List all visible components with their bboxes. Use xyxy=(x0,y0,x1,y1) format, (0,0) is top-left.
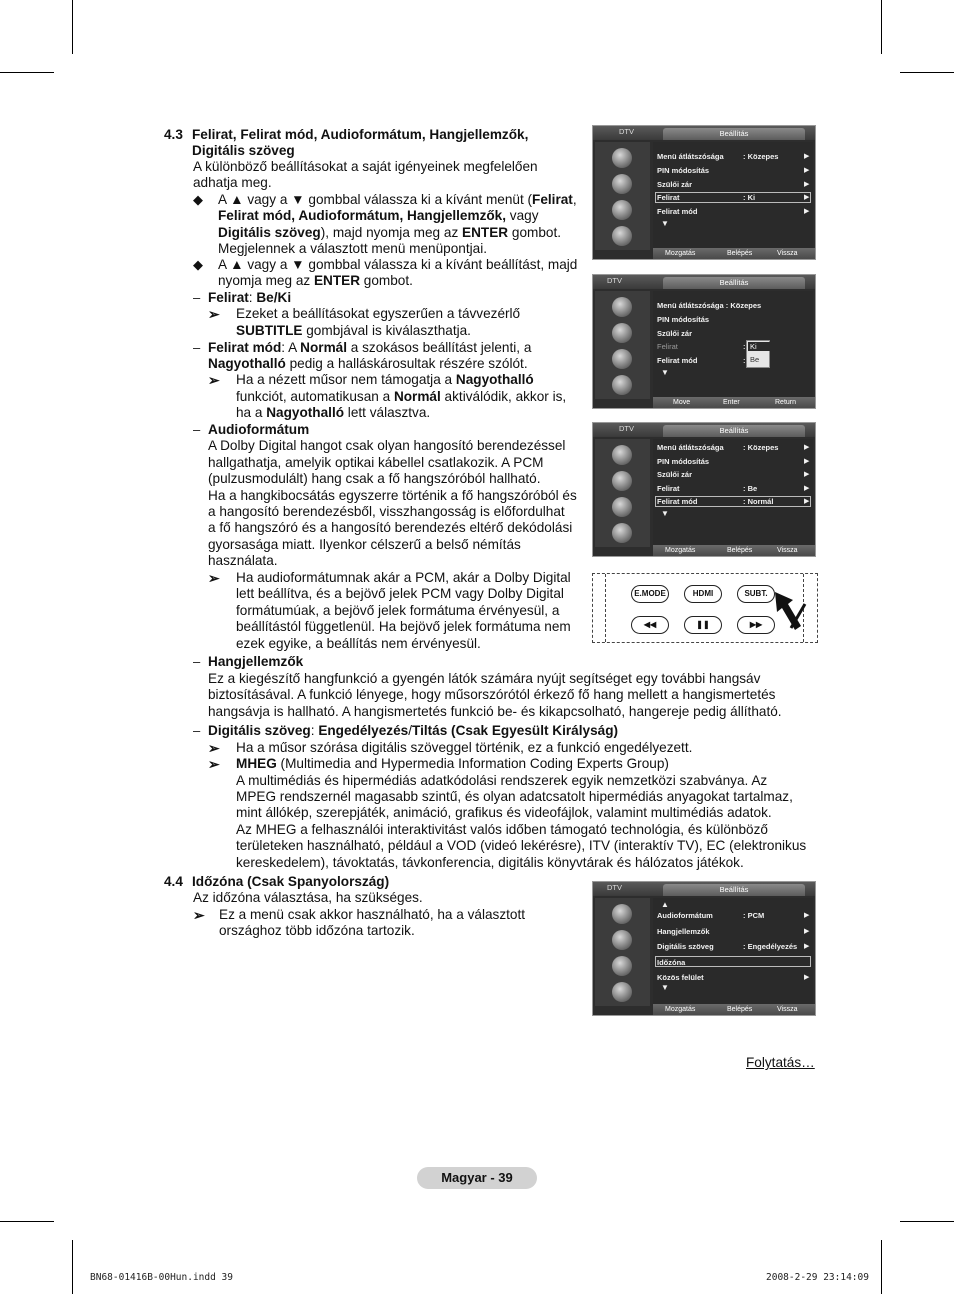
screen-footer xyxy=(653,397,815,408)
menu-row[interactable]: Felirat xyxy=(657,484,680,493)
item-felirat: Felirat: Be/Ki xyxy=(208,290,292,305)
note-arrow-icon: ➢ xyxy=(193,907,205,923)
note-text: ezek egyike, a beállítás nem érvényesül. xyxy=(236,636,481,651)
mheg-text: MPEG rendszernél magasabb szintű, és olyan adatcsatolt hipermédiás anyagokat tartalmaz, xyxy=(236,789,793,804)
input-icon xyxy=(612,982,632,1002)
menu-row[interactable]: Szülői zár xyxy=(657,329,693,338)
note-arrow-icon: ➢ xyxy=(208,372,220,388)
dash-icon: – xyxy=(193,340,201,355)
note-arrow-icon: ➢ xyxy=(208,756,220,772)
dtv-label: DTV xyxy=(619,424,634,433)
arrow-right-icon: ▶ xyxy=(804,928,810,935)
arrow-right-icon: ▶ xyxy=(804,471,810,478)
scroll-down-icon: ▼ xyxy=(661,509,669,518)
note-text: Ez a menü csak akkor használható, ha a választott xyxy=(219,907,526,922)
item-hangjellemzok: Hangjellemzők xyxy=(208,654,304,669)
menu-value: : Ki xyxy=(743,193,756,202)
input-icon xyxy=(612,523,632,543)
note-text: országhoz több időzóna tartozik. xyxy=(219,923,415,938)
continue-text: Folytatás… xyxy=(746,1055,815,1070)
note-text: Ha audioformátumnak akár a PCM, akár a Dolby Digital xyxy=(236,570,571,585)
print-file-info: BN68-01416B-00Hun.indd 39 xyxy=(90,1272,233,1283)
pointer-arrow-icon xyxy=(771,586,811,636)
screen-footer xyxy=(653,545,815,556)
menu-row[interactable]: PIN módosítás xyxy=(657,315,710,324)
menu-row[interactable]: Szülői zár xyxy=(657,470,693,479)
bullet-icon: ◆ xyxy=(193,257,203,272)
mheg-text: A multimédiás és hipermédiás adatkódolási rendszerek egyik nemzetközi szabványa. Az xyxy=(236,773,768,788)
intro-text: A különböző beállításokat a saját igényeinek megfelelően xyxy=(193,159,538,174)
menu-screen-2 xyxy=(592,274,816,409)
menu-value: : Be xyxy=(743,484,758,493)
menu-icon-column xyxy=(595,439,650,547)
crop-mark xyxy=(881,1240,882,1294)
mheg-text: mint állókép, szerepjáték, animáció, grafikus és videofájlok, valamint multimédiás adatok. xyxy=(236,805,772,820)
screen-title: Beállítás xyxy=(663,277,805,289)
arrow-right-icon: ▶ xyxy=(804,444,810,451)
screen-footer xyxy=(653,1004,815,1015)
menu-value: : Közepes xyxy=(743,443,779,452)
menu-row[interactable]: Felirat mód xyxy=(657,207,698,216)
option-popup xyxy=(746,340,770,368)
crop-mark xyxy=(881,0,882,54)
bullet-text: Felirat mód, Audioformátum, Hangjellemzők, vagy xyxy=(218,208,539,223)
arrow-right-icon: ▶ xyxy=(804,194,810,201)
picture-icon xyxy=(612,148,632,168)
scroll-up-icon: ▲ xyxy=(661,900,669,909)
sound-icon xyxy=(612,323,632,343)
arrow-right-icon: ▶ xyxy=(804,912,810,919)
print-date-info: 2008-2-29 23:14:09 xyxy=(766,1272,869,1283)
note-arrow-icon: ➢ xyxy=(208,306,220,322)
bullet-text: Megjelennek a választott menü menüpontjai. xyxy=(218,241,488,256)
picture-icon xyxy=(612,445,632,465)
section-number: 4.3 xyxy=(164,127,183,142)
return-label: Vissza xyxy=(777,1006,798,1013)
section-title: Felirat, Felirat mód, Audioformátum, Hangjellemzők, xyxy=(192,127,529,142)
setup-icon xyxy=(612,956,632,976)
menu-value: : Közepes xyxy=(743,152,779,161)
bullet-icon: ◆ xyxy=(193,192,203,207)
menu-row[interactable]: Felirat xyxy=(657,342,678,351)
dash-icon: – xyxy=(193,422,201,437)
dash-icon: – xyxy=(193,723,201,738)
return-label: Vissza xyxy=(777,250,798,257)
audio-text: (pulzusmodulált) hang csak a fő hangszóróból hallható. xyxy=(208,471,541,486)
fast-forward-button[interactable]: ▶▶ xyxy=(737,616,775,634)
return-label: Vissza xyxy=(777,547,798,554)
enter-label: Belépés xyxy=(727,250,753,257)
menu-row[interactable]: PIN módosítás xyxy=(657,166,710,175)
pause-button[interactable]: ❚❚ xyxy=(684,616,722,634)
bullet-text: nyomja meg az ENTER gombot. xyxy=(218,273,413,288)
dash-icon: – xyxy=(193,654,201,669)
move-label: Mozgatás xyxy=(665,547,696,554)
bullet-text: A ▲ vagy a ▼ gombbal válassza ki a kívánt beállítást, majd xyxy=(218,257,578,272)
menu-row[interactable]: Menü átlátszósága : Közepes xyxy=(657,301,762,310)
option-be[interactable]: Be xyxy=(750,355,760,364)
setup-icon xyxy=(612,200,632,220)
section-title: Digitális szöveg xyxy=(192,143,295,158)
note-text: Ha a nézett műsor nem támogatja a Nagyothalló xyxy=(236,372,534,387)
menu-value: : PCM xyxy=(743,911,765,920)
menu-panel xyxy=(653,439,813,547)
bullet-text: A ▲ vagy a ▼ gombbal válassza ki a kívánt menüt (Felirat, xyxy=(218,192,577,207)
dash-icon: – xyxy=(193,290,201,305)
screen-title: Beállítás xyxy=(663,884,805,896)
menu-row[interactable]: Közös felület xyxy=(657,973,704,982)
menu-icon-column xyxy=(595,142,650,250)
sound-icon xyxy=(612,471,632,491)
note-text: SUBTITLE gombjával is kiválaszthatja. xyxy=(236,323,471,338)
remote-control-illustration xyxy=(592,573,818,643)
menu-row[interactable]: Felirat mód xyxy=(657,497,698,506)
note-text: beállítástól függetlenül. Ha bejövő jelek formátuma nem xyxy=(236,619,571,634)
scroll-down-icon: ▼ xyxy=(661,983,669,992)
dtv-label: DTV xyxy=(607,276,622,285)
note-text: Ha a műsor szórása digitális szöveggel történik, ez a funkció engedélyezett. xyxy=(236,740,693,755)
setup-icon xyxy=(612,497,632,517)
hang-text: biztosításával. A funkció lényege, hogy műsorszórótól érkező fő hang mellett a hangismertetés xyxy=(208,687,776,702)
arrow-right-icon: ▶ xyxy=(804,498,810,505)
menu-row[interactable]: Felirat mód xyxy=(657,356,698,365)
scroll-down-icon: ▼ xyxy=(661,219,669,228)
audio-text: hallgathatja, amelyik optikai kábellel csatlakozik. A PCM xyxy=(208,455,544,470)
item-audio: Audioformátum xyxy=(208,422,310,437)
page-number-badge: Magyar - 39 xyxy=(417,1167,537,1189)
sound-icon xyxy=(612,174,632,194)
note-text: lett beállítva, és a bejövő jelek PCM vagy Dolby Digital xyxy=(236,586,564,601)
screen-footer xyxy=(653,248,815,259)
menu-icon-column xyxy=(595,291,650,399)
arrow-right-icon: ▶ xyxy=(804,458,810,465)
menu-value: : Engedélyezés xyxy=(743,942,798,951)
intro-text: adhatja meg. xyxy=(193,175,272,190)
menu-value: : Normál xyxy=(743,497,774,506)
menu-row[interactable]: Felirat xyxy=(657,193,680,202)
option-ki[interactable]: Ki xyxy=(748,342,770,351)
menu-row[interactable]: Szülői zár xyxy=(657,180,693,189)
hang-text: hangsávja is hallható. A hangismertetés funkció be- és kikapcsolható, hangereje pedig állítható. xyxy=(208,704,782,719)
note-text: funkciót, automatikusan a Normál aktiválódik, akkor is, xyxy=(236,389,567,404)
input-icon xyxy=(612,226,632,246)
intro-text: Az időzóna választása, ha szükséges. xyxy=(193,890,423,905)
menu-colon: : xyxy=(743,342,746,351)
section-number: 4.4 xyxy=(164,874,183,889)
menu-row[interactable]: Menü átlátszósága xyxy=(657,152,724,161)
menu-screen-1 xyxy=(592,125,816,260)
note-arrow-icon: ➢ xyxy=(208,740,220,756)
hang-text: Ez a kiegészítő hangfunkció a gyengén látók számára nyújt segítséget egy további hangsáv xyxy=(208,671,761,686)
menu-screen-4 xyxy=(592,881,816,1016)
screen-title: Beállítás xyxy=(663,128,805,140)
audio-text: a hangosító berendezésből, visszhangosság is előfordulhat xyxy=(208,504,565,519)
crop-mark xyxy=(0,1221,54,1222)
arrow-right-icon: ▶ xyxy=(804,974,810,981)
note-text: ha a Nagyothalló lett választva. xyxy=(236,405,431,420)
item-felirat-mod: Felirat mód: A Normál a szokásos beállítást jelenti, a xyxy=(208,340,532,355)
picture-icon xyxy=(612,297,632,317)
sound-icon xyxy=(612,930,632,950)
item-digitalis-szoveg: Digitális szöveg: Engedélyezés/Tiltás (Csak Egyesült Királyság) xyxy=(208,723,619,738)
enter-label: Enter xyxy=(723,399,740,406)
arrow-right-icon: ▶ xyxy=(804,943,810,950)
crop-mark xyxy=(72,1240,73,1294)
note-text: MHEG (Multimedia and Hypermedia Information Coding Experts Group) xyxy=(236,756,669,771)
menu-icon-column xyxy=(595,898,650,1006)
item-felirat-mod: Nagyothalló pedig a halláskárosultak részére szólót. xyxy=(208,356,528,371)
crop-mark xyxy=(0,72,54,73)
remote-edge xyxy=(605,574,607,642)
move-label: Mozgatás xyxy=(665,250,696,257)
crop-mark xyxy=(900,72,954,73)
move-label: Mozgatás xyxy=(665,1006,696,1013)
enter-label: Belépés xyxy=(727,547,753,554)
audio-text: használata. xyxy=(208,553,278,568)
audio-text: Ha a hangkibocsátás egyszerre történik a fő hangszóróból és xyxy=(208,488,577,503)
audio-text: gyorsasága miatt. Ilyenkor célszerű a belső némítás xyxy=(208,537,521,552)
arrow-right-icon: ▶ xyxy=(804,167,810,174)
note-arrow-icon: ➢ xyxy=(208,570,220,586)
section-title: Időzóna (Csak Spanyolország) xyxy=(192,874,390,889)
crop-mark xyxy=(900,1221,954,1222)
setup-icon xyxy=(612,349,632,369)
mheg-text: kereskedelem), távoktatás, távkonferencia, digitális könyvtárak és hálózatos játékok. xyxy=(236,855,744,870)
picture-icon xyxy=(612,904,632,924)
scroll-down-icon: ▼ xyxy=(661,368,669,377)
menu-screen-3 xyxy=(592,422,816,557)
input-icon xyxy=(612,375,632,395)
menu-row[interactable]: Digitális szöveg xyxy=(657,942,714,951)
crop-mark xyxy=(72,0,73,54)
dtv-label: DTV xyxy=(607,883,622,892)
audio-text: a fő hangszóró és a hangosító berendezés eltérő dekódolási xyxy=(208,520,573,535)
arrow-right-icon: ▶ xyxy=(804,208,810,215)
return-label: Return xyxy=(775,399,797,406)
audio-text: A Dolby Digital hangot csak olyan hangosító berendezéssel xyxy=(208,438,566,453)
menu-row[interactable]: Audioformátum xyxy=(657,911,713,920)
arrow-right-icon: ▶ xyxy=(804,153,810,160)
mheg-text: területeken használható, például a VOD (videó lekérésre), ITV (interaktív TV), EC (elektronikus xyxy=(236,838,807,853)
menu-row[interactable]: PIN módosítás xyxy=(657,457,710,466)
screen-title: Beállítás xyxy=(663,425,805,437)
rewind-button[interactable]: ◀◀ xyxy=(631,616,669,634)
note-text: formátumúak, a bejövő jelek formátuma érvényesül, a xyxy=(236,603,560,618)
arrow-right-icon: ▶ xyxy=(804,181,810,188)
dtv-label: DTV xyxy=(619,127,634,136)
mheg-text: Az MHEG a felhasználói interaktivitást valós időben támogató technológia, és különböző xyxy=(236,822,768,837)
arrow-right-icon: ▶ xyxy=(804,485,810,492)
enter-label: Belépés xyxy=(727,1006,753,1013)
menu-row[interactable]: Menü átlátszósága xyxy=(657,443,724,452)
bullet-text: Digitális szöveg), majd nyomja meg az ENTER gombot. xyxy=(218,225,562,240)
move-label: Move xyxy=(673,399,691,406)
menu-colon: : xyxy=(743,356,746,365)
hdmi-button[interactable]: HDMI xyxy=(684,585,722,603)
emode-button[interactable]: E.MODE xyxy=(631,585,669,603)
note-text: Ezeket a beállításokat egyszerűen a távvezérlő xyxy=(236,306,521,321)
menu-row[interactable]: Hangjellemzők xyxy=(657,927,710,936)
subtitle-button[interactable]: SUBT. xyxy=(737,585,775,603)
menu-row[interactable]: Időzóna xyxy=(657,958,686,967)
